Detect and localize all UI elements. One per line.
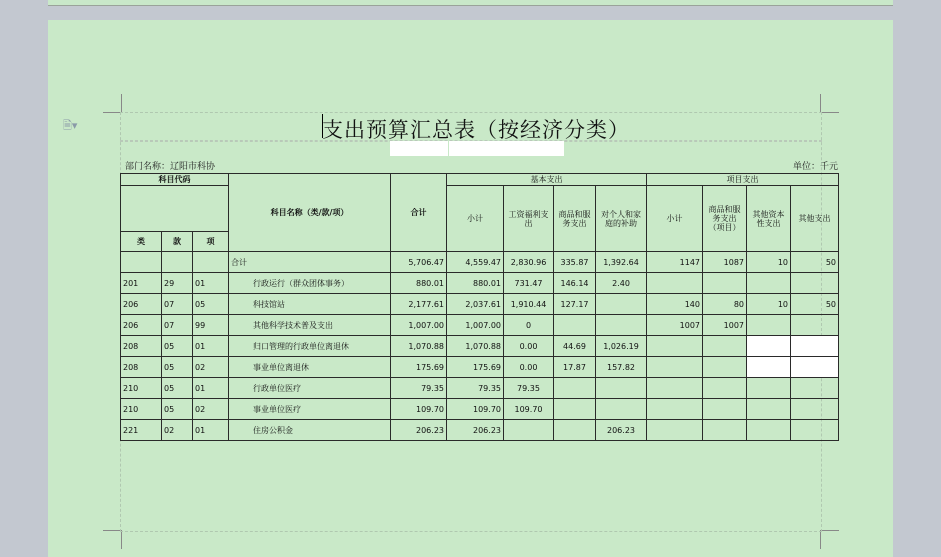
cell-personal[interactable] (596, 315, 647, 336)
cell-xiang[interactable]: 01 (193, 378, 229, 399)
header-wages: 工资福利支出 (504, 186, 554, 252)
cell-xiang[interactable] (193, 252, 229, 273)
cell-p_sub[interactable] (647, 420, 703, 441)
header-other: 其他支出 (791, 186, 839, 252)
cell-p_sub[interactable]: 1147 (647, 252, 703, 273)
cell-p_other[interactable]: 50 (791, 252, 839, 273)
cell-p_sub[interactable] (647, 357, 703, 378)
cell-p_goods[interactable] (703, 336, 747, 357)
cell-p_other[interactable] (791, 357, 839, 378)
document-title[interactable]: 支出预算汇总表（按经济分类） (322, 118, 630, 142)
cell-personal[interactable] (596, 399, 647, 420)
cell-lei[interactable]: 221 (121, 420, 162, 441)
budget-table (120, 173, 839, 441)
cell-p_other[interactable] (791, 336, 839, 357)
cell-p_cap[interactable]: 10 (747, 252, 791, 273)
department-label: 部门名称：辽阳市科协 (125, 162, 216, 172)
header-kuan: 款 (162, 232, 193, 252)
document-page (48, 20, 893, 557)
header-basic-subtotal: 小计 (447, 186, 504, 252)
cell-total[interactable]: 880.01 (391, 273, 447, 294)
table-row (121, 315, 839, 336)
cell-personal[interactable]: 1,026.19 (596, 336, 647, 357)
table-row (121, 378, 839, 399)
cell-total[interactable]: 79.35 (391, 378, 447, 399)
cell-goods[interactable]: 44.69 (554, 336, 596, 357)
cell-total[interactable]: 1,070.88 (391, 336, 447, 357)
cell-p_goods[interactable] (703, 420, 747, 441)
page-corner-mark-tr (820, 94, 839, 113)
cell-kuan[interactable]: 05 (162, 336, 193, 357)
cell-p_goods[interactable] (703, 399, 747, 420)
cell-p_sub[interactable] (647, 336, 703, 357)
cell-goods[interactable] (554, 315, 596, 336)
cell-lei[interactable]: 210 (121, 399, 162, 420)
table-row (121, 336, 839, 357)
table-row (121, 357, 839, 378)
cell-goods[interactable]: 335.87 (554, 252, 596, 273)
cell-wages[interactable]: 1,910.44 (504, 294, 554, 315)
cell-wages[interactable]: 0.00 (504, 336, 554, 357)
header-subject-code: 科目代码 (121, 174, 229, 186)
cell-xiang[interactable]: 02 (193, 357, 229, 378)
cell-p_cap[interactable] (747, 378, 791, 399)
cell-total[interactable]: 206.23 (391, 420, 447, 441)
cell-kuan[interactable]: 05 (162, 399, 193, 420)
cell-p_goods[interactable]: 80 (703, 294, 747, 315)
cell-lei[interactable]: 210 (121, 378, 162, 399)
unit-label: 单位：千元 (792, 162, 838, 172)
header-goods-services: 商品和服务支出 (554, 186, 596, 252)
cell-total[interactable]: 175.69 (391, 357, 447, 378)
cell-b_sub[interactable]: 109.70 (447, 399, 504, 420)
cell-b_sub[interactable]: 175.69 (447, 357, 504, 378)
cell-name[interactable]: 住房公积金 (229, 420, 391, 441)
cell-goods[interactable]: 127.17 (554, 294, 596, 315)
cell-p_other[interactable] (791, 378, 839, 399)
cell-p_sub[interactable] (647, 378, 703, 399)
header-xiang: 项 (193, 232, 229, 252)
cell-b_sub[interactable]: 206.23 (447, 420, 504, 441)
cell-name[interactable]: 归口管理的行政单位离退休 (229, 336, 391, 357)
cell-lei[interactable]: 206 (121, 294, 162, 315)
cell-p_sub[interactable] (647, 399, 703, 420)
table-row (121, 273, 839, 294)
cell-p_sub[interactable]: 140 (647, 294, 703, 315)
cell-b_sub[interactable]: 79.35 (447, 378, 504, 399)
header-code-spacer (121, 186, 229, 232)
cell-personal[interactable] (596, 378, 647, 399)
header-project: 项目支出 (647, 174, 839, 186)
cell-personal[interactable]: 1,392.64 (596, 252, 647, 273)
table-row (121, 399, 839, 420)
cell-kuan[interactable] (162, 252, 193, 273)
cell-b_sub[interactable]: 4,559.47 (447, 252, 504, 273)
cell-xiang[interactable]: 99 (193, 315, 229, 336)
cell-p_other[interactable] (791, 399, 839, 420)
cell-goods[interactable] (554, 399, 596, 420)
cell-lei[interactable] (121, 252, 162, 273)
cell-p_goods[interactable]: 1007 (703, 315, 747, 336)
cell-p_sub[interactable] (647, 273, 703, 294)
cell-lei[interactable]: 206 (121, 315, 162, 336)
header-project-subtotal: 小计 (647, 186, 703, 252)
cell-wages[interactable]: 731.47 (504, 273, 554, 294)
cell-p_cap[interactable] (747, 357, 791, 378)
cell-personal[interactable]: 157.82 (596, 357, 647, 378)
cell-lei[interactable]: 201 (121, 273, 162, 294)
header-project-goods: 商品和服务支出（项目） (703, 186, 747, 252)
cell-p_goods[interactable] (703, 273, 747, 294)
page-corner-mark-bl (103, 530, 122, 549)
cell-personal[interactable] (596, 294, 647, 315)
cell-goods[interactable]: 146.14 (554, 273, 596, 294)
cell-goods[interactable]: 17.87 (554, 357, 596, 378)
table-row (121, 294, 839, 315)
table-row (121, 252, 839, 273)
cell-name[interactable]: 事业单位医疗 (229, 399, 391, 420)
cell-p_goods[interactable] (703, 378, 747, 399)
cell-xiang[interactable]: 01 (193, 420, 229, 441)
cell-kuan[interactable]: 05 (162, 378, 193, 399)
previous-page-edge (48, 0, 893, 6)
cell-wages[interactable]: 79.35 (504, 378, 554, 399)
cell-name[interactable]: 其他科学技术普及支出 (229, 315, 391, 336)
cell-p_other[interactable] (791, 273, 839, 294)
cell-p_sub[interactable]: 1007 (647, 315, 703, 336)
cell-kuan[interactable]: 02 (162, 420, 193, 441)
cell-p_cap[interactable] (747, 399, 791, 420)
cell-kuan[interactable]: 05 (162, 357, 193, 378)
header-other-capital: 其他资本性支出 (747, 186, 791, 252)
cell-p_cap[interactable] (747, 336, 791, 357)
cell-p_cap[interactable] (747, 315, 791, 336)
cell-total[interactable]: 2,177.61 (391, 294, 447, 315)
cell-p_cap[interactable]: 10 (747, 294, 791, 315)
cell-wages[interactable]: 109.70 (504, 399, 554, 420)
header-lei: 类 (121, 232, 162, 252)
cell-personal[interactable]: 2.40 (596, 273, 647, 294)
cell-b_sub[interactable]: 880.01 (447, 273, 504, 294)
cell-lei[interactable]: 208 (121, 336, 162, 357)
header-personal-family: 对个人和家庭的补助 (596, 186, 647, 252)
header-total: 合计 (391, 174, 447, 252)
cell-lei[interactable]: 208 (121, 357, 162, 378)
cell-p_other[interactable] (791, 420, 839, 441)
page-corner-mark-tl (103, 94, 122, 113)
cell-xiang[interactable]: 02 (193, 399, 229, 420)
document-icon[interactable]: 🗎▾ (63, 119, 78, 132)
cell-p_goods[interactable]: 1087 (703, 252, 747, 273)
cell-kuan[interactable]: 29 (162, 273, 193, 294)
cell-xiang[interactable]: 01 (193, 273, 229, 294)
cell-wages[interactable]: 2,830.96 (504, 252, 554, 273)
cell-p_goods[interactable] (703, 357, 747, 378)
cell-total[interactable]: 1,007.00 (391, 315, 447, 336)
cell-kuan[interactable]: 07 (162, 294, 193, 315)
cell-kuan[interactable]: 07 (162, 315, 193, 336)
cell-name[interactable]: 事业单位离退休 (229, 357, 391, 378)
cell-b_sub[interactable]: 2,037.61 (447, 294, 504, 315)
cell-p_cap[interactable] (747, 420, 791, 441)
cell-wages[interactable] (504, 420, 554, 441)
cell-wages[interactable]: 0 (504, 315, 554, 336)
cell-b_sub[interactable]: 1,007.00 (447, 315, 504, 336)
cell-b_sub[interactable]: 1,070.88 (447, 336, 504, 357)
cell-total[interactable]: 109.70 (391, 399, 447, 420)
cell-personal[interactable]: 206.23 (596, 420, 647, 441)
header-subject-name: 科目名称（类/款/项） (229, 174, 391, 252)
cell-p_other[interactable] (791, 315, 839, 336)
cell-name[interactable]: 科技馆站 (229, 294, 391, 315)
cell-goods[interactable] (554, 420, 596, 441)
cell-p_cap[interactable] (747, 273, 791, 294)
cell-wages[interactable]: 0.00 (504, 357, 554, 378)
cell-xiang[interactable]: 01 (193, 336, 229, 357)
cell-name[interactable]: 行政运行（群众团体事务） (229, 273, 391, 294)
page-corner-mark-br (820, 530, 839, 549)
cell-name[interactable]: 合计 (229, 252, 391, 273)
cell-p_other[interactable]: 50 (791, 294, 839, 315)
cell-total[interactable]: 5,706.47 (391, 252, 447, 273)
table-row (121, 420, 839, 441)
cell-goods[interactable] (554, 378, 596, 399)
cell-name[interactable]: 行政单位医疗 (229, 378, 391, 399)
header-basic: 基本支出 (447, 174, 647, 186)
cell-xiang[interactable]: 05 (193, 294, 229, 315)
